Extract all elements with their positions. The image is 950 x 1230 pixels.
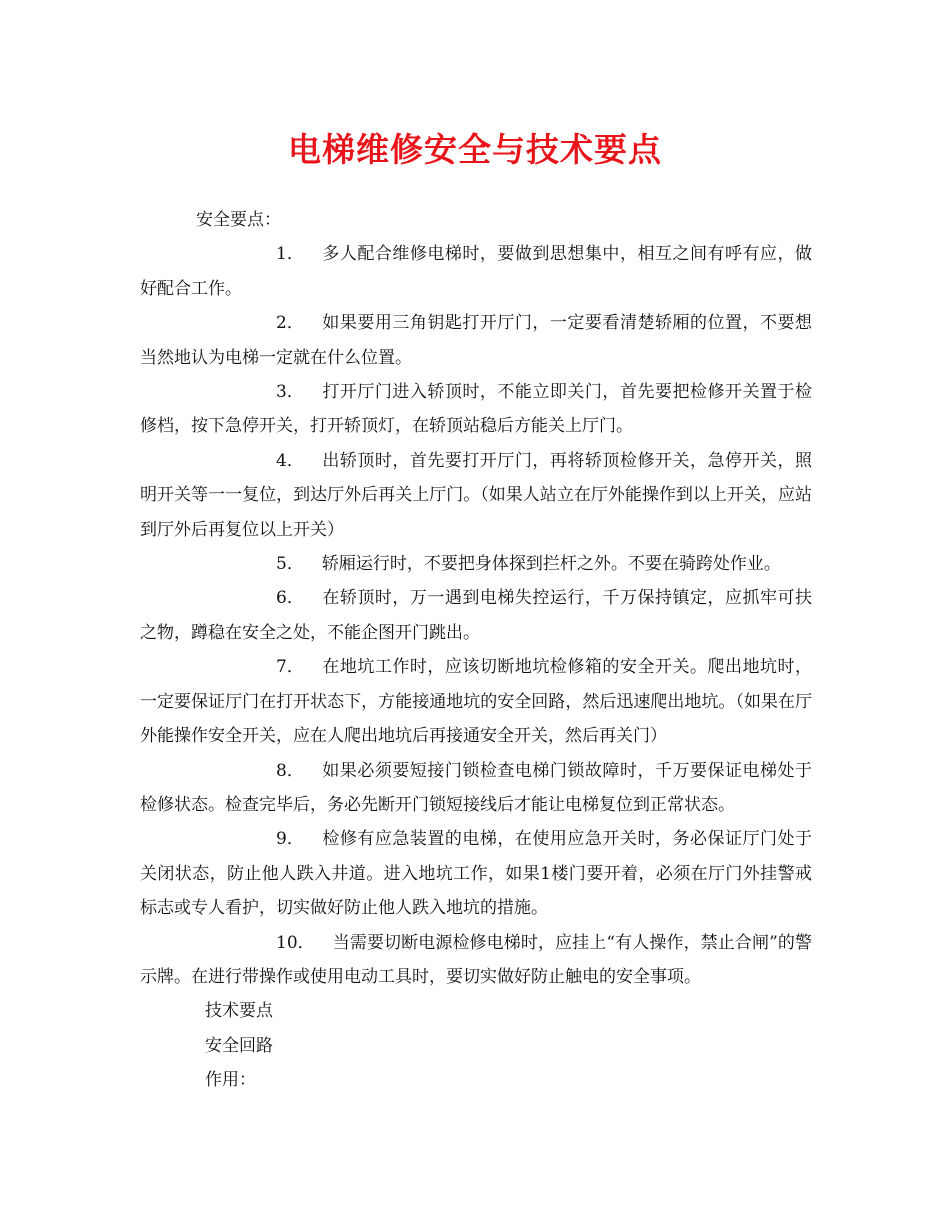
list-item xyxy=(140,306,812,375)
item-number: 2． xyxy=(276,313,304,334)
safety-circuit-heading: 安全回路 xyxy=(205,1035,273,1056)
list-item xyxy=(140,444,812,547)
document-title: 电梯维修安全与技术要点 xyxy=(288,130,662,169)
item-number: 9． xyxy=(276,829,304,850)
item-text: 如果要用三角钥匙打开厅门，一定要看清楚轿厢的位置，不要想当然地认为电梯一定就在什么位置。 xyxy=(140,313,812,368)
item-number: 8． xyxy=(276,760,304,781)
item-number: 10． xyxy=(276,932,315,953)
list-item xyxy=(140,547,812,581)
item-text: 当需要切断电源检修电梯时，应挂上“有人操作，禁止合闸”的警示牌。在进行带操作或使用电动工具时，要切实做好防止触电的安全事项。 xyxy=(140,932,812,987)
list-item xyxy=(140,375,812,444)
list-item xyxy=(140,237,812,306)
document-body xyxy=(140,203,812,1098)
item-text: 出轿顶时，首先要打开厅门，再将轿顶检修开关，急停开关，照明开关等一一复位，到达厅外后再关上厅门。（如果人站立在厅外能操作到以上开关，应站到厅外后再复位以上开关） xyxy=(140,450,812,540)
item-text: 如果必须要短接门锁检查电梯门锁故障时，千万要保证电梯处于检修状态。检查完毕后，务必先断开门锁短接线后才能让电梯复位到正常状态。 xyxy=(140,760,812,815)
item-text: 在轿顶时，万一遇到电梯失控运行，千万保持镇定，应抓牢可扶之物，蹲稳在安全之处，不能企图开门跳出。 xyxy=(140,588,812,643)
tech-points-heading: 技术要点 xyxy=(205,1001,273,1022)
safety-points-heading: 安全要点： xyxy=(196,210,281,230)
item-number: 6． xyxy=(276,588,304,609)
item-number: 7． xyxy=(276,657,304,678)
item-number: 4． xyxy=(276,450,304,471)
item-number: 5． xyxy=(276,554,304,575)
list-item xyxy=(140,581,812,650)
item-text: 打开厅门进入轿顶时，不能立即关门，首先要把检修开关置于检修档，按下急停开关，打开轿顶灯，在轿顶站稳后方能关上厅门。 xyxy=(140,382,812,437)
function-heading: 作用： xyxy=(205,1070,256,1091)
item-text: 检修有应急装置的电梯，在使用应急开关时，务必保证厅门处于关闭状态，防止他人跌入井道。进入地坑工作，如果1楼门要开着，必须在厅门外挂警戒标志或专人看护，切实做好防止他人跌入地坑的措施。 xyxy=(140,829,812,919)
item-number: 3． xyxy=(276,382,304,403)
item-text: 在地坑工作时，应该切断地坑检修箱的安全开关。爬出地坑时，一定要保证厅门在打开状态下，方能接通地坑的安全回路，然后迅速爬出地坑。（如果在厅外能操作安全开关，应在人爬出地坑后再接通安全开关，然后再关门） xyxy=(140,657,812,747)
list-item xyxy=(140,926,812,995)
list-item xyxy=(140,822,812,925)
item-text: 多人配合维修电梯时，要做到思想集中，相互之间有呼有应，做好配合工作。 xyxy=(140,244,812,299)
list-item xyxy=(140,650,812,753)
list-item xyxy=(140,754,812,823)
item-number: 1． xyxy=(276,244,304,265)
item-text: 轿厢运行时，不要把身体探到拦杆之外。不要在骑跨处作业。 xyxy=(321,554,781,575)
